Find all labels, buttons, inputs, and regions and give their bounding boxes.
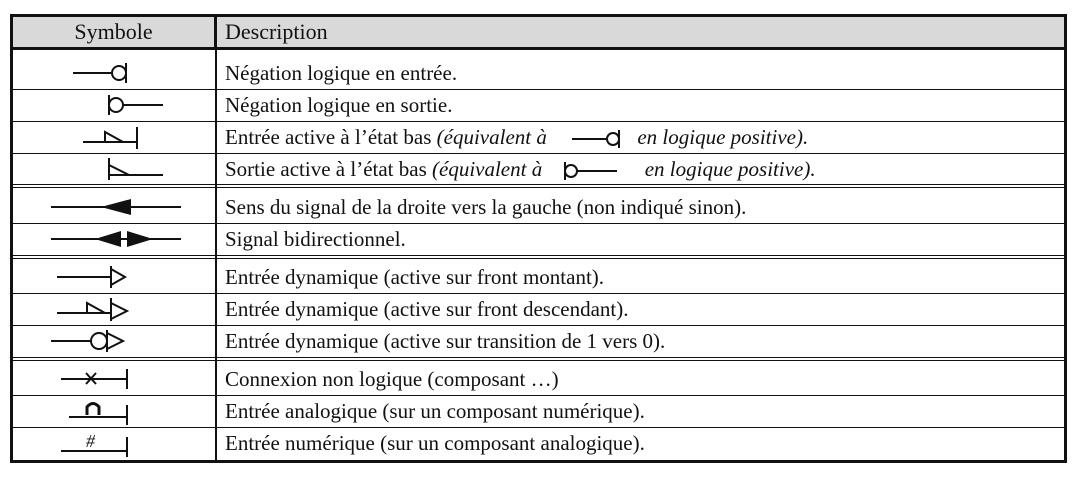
- row-description: Négation logique en entrée.: [225, 61, 458, 85]
- table-row: [13, 325, 1064, 357]
- group-divider: [13, 255, 1064, 259]
- negation-input-icon: [552, 127, 632, 151]
- row-description: [225, 121, 808, 153]
- negation-output-icon: [547, 159, 639, 183]
- negation-output-icon: [13, 89, 214, 121]
- non-logic-connection-icon: [13, 363, 214, 395]
- table-row: [13, 191, 1064, 223]
- active-low-input-icon: [13, 121, 214, 153]
- dynamic-input-transition-icon: [13, 325, 214, 357]
- row-description: Entrée dynamique (active sur front descendant).: [225, 297, 629, 321]
- row-text: Entrée active à l’état bas: [225, 125, 432, 149]
- row-note-suffix: en logique positive).: [637, 125, 809, 149]
- table-row: [13, 427, 1064, 459]
- group-divider: [13, 357, 1064, 361]
- header-description: Description: [225, 19, 328, 44]
- row-description: Négation logique en sortie.: [225, 93, 453, 117]
- signal-right-to-left-icon: [13, 191, 214, 223]
- row-text: Sortie active à l’état bas: [225, 157, 427, 181]
- row-description: Connexion non logique (composant …): [225, 367, 559, 391]
- table-row: [13, 121, 1064, 153]
- hash-symbol: #: [86, 431, 95, 451]
- row-description: Entrée analogique (sur un composant numérique).: [225, 399, 645, 423]
- table-row: [13, 223, 1064, 255]
- table-row: [13, 57, 1064, 89]
- symbol-table: [10, 14, 1067, 463]
- dynamic-input-falling-icon: [13, 293, 214, 325]
- table-row: [13, 261, 1064, 293]
- row-description: Entrée dynamique (active sur transition de 1 vers 0).: [225, 329, 666, 353]
- dynamic-input-rising-icon: [13, 261, 214, 293]
- row-description: Signal bidirectionnel.: [225, 227, 406, 251]
- table-header: [13, 17, 1064, 50]
- header-divider: [214, 17, 217, 50]
- row-note-prefix: (équivalent à: [436, 125, 547, 149]
- table-row: [13, 153, 1064, 185]
- active-low-output-icon: [13, 153, 214, 185]
- row-description: Entrée numérique (sur un composant analogique).: [225, 431, 645, 455]
- header-symbol: Symbole: [74, 19, 153, 44]
- analog-input-icon: [13, 395, 214, 427]
- table-row: [13, 293, 1064, 325]
- row-description: Entrée dynamique (active sur front montant).: [225, 265, 605, 289]
- table-row: [13, 89, 1064, 121]
- table-row: [13, 363, 1064, 395]
- negation-input-icon: [13, 57, 214, 89]
- bidirectional-signal-icon: [13, 223, 214, 255]
- row-description: Sens du signal de la droite vers la gauche (non indiqué sinon).: [225, 195, 747, 219]
- digital-input-icon: [13, 427, 214, 459]
- table-row: [13, 395, 1064, 427]
- row-note-prefix: (équivalent à: [432, 157, 543, 181]
- group-divider: [13, 184, 1064, 188]
- row-note-suffix: en logique positive).: [644, 157, 816, 181]
- row-description: [225, 153, 816, 185]
